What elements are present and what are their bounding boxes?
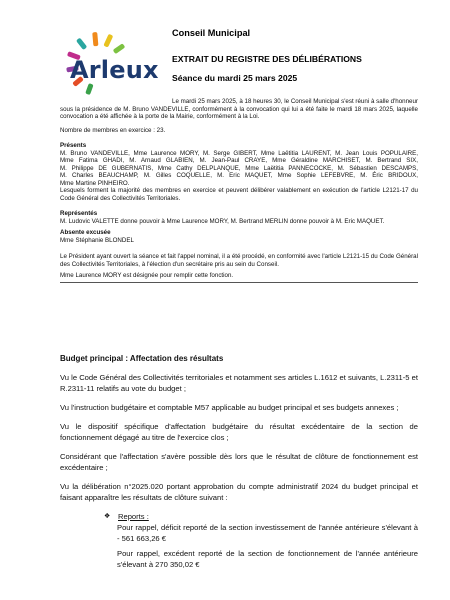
minutes-body — [60, 98, 418, 283]
intro-paragraph: Le mardi 25 mars 2025, à 18 heures 30, le Conseil Municipal s'est réuni à salle d'honneur sous la présidence de M. Bruno VANDEVILLE, conformément à la convocation qui lui a été faite le mardi 18 mars 2025, laquelle convocation a été affichée à la porte de la Mairie, conformément à la Loi. — [60, 98, 418, 120]
attendee: M. Jean-Paul CRAYE, — [199, 157, 268, 164]
attendee: M. Sébastien DESCAMPS, — [337, 164, 418, 172]
logo-wordmark: Arleux — [70, 56, 159, 84]
budget-paragraph: Vu le Code Général des Collectivités territoriales et notamment ses articles L.1612 et suivants, L.2311-5 et R.2311-11 relatifs au vote du budget ; — [60, 373, 418, 393]
attendee: Mme Laëtitia LAURENT, — [260, 149, 332, 157]
attendee: M. Arnaud GLABIEN, — [129, 157, 195, 164]
budget-section — [60, 353, 418, 574]
budget-paragraph: Vu l'instruction budgétaire et comptable M57 applicable au budget principal et ses budgets annexes ; — [60, 403, 399, 412]
budget-heading: Budget principal : Affectation des résultats — [60, 354, 224, 363]
reports-label: Reports : — [118, 512, 149, 521]
represented-text: M. Ludovic VALETTE donne pouvoir à Mme Laurence MORY, M. Bertrand MERLIN donne pouvoir à M. Eric MAQUET. — [60, 217, 385, 225]
attendee: Mme Géraldine MARCHISET, — [272, 157, 361, 164]
attendee: M. Bruno VANDEVILLE, — [60, 149, 130, 157]
attendee: M. Eric MAQUET, — [217, 172, 273, 179]
attendee: M. Jean Louis POPULAIRE, — [335, 149, 418, 157]
quorum-statement: Lesquels forment la majorité des membres en exercice et peuvent délibérer valablement en exécution de l'article L2121-17 du Code Général des Collectivités Territoriales. — [60, 187, 418, 202]
session-date: Séance du mardi 25 mars 2025 — [172, 73, 298, 83]
budget-paragraph: Vu le dispositif spécifique d'affectation budgétaire du résultat excédentaire de la section de fonctionnement dégagé au titre de l'exercice clos ; — [60, 422, 418, 442]
attendee: Mme Fatima GHADI, — [60, 157, 125, 164]
attendee: M. Bertrand SIX, — [365, 157, 418, 164]
report-item: Pour rappel, excédent reporté de la section de fonctionnement de l'année antérieure s'élevant à 270 350,02 € — [117, 549, 418, 569]
attendee: M. Serge GIBERT, — [202, 149, 258, 157]
attendee: M. Gilles COQUELLE, — [143, 172, 212, 179]
secretary-line: Mme Laurence MORY est désignée pour remplir cette fonction. — [60, 272, 234, 279]
attendee: Mme Cathy DELPLANQUE, — [157, 164, 241, 172]
attendee: Mme Martine PINHEIRO. — [60, 179, 130, 187]
members-count: Nombre de membres en exercice : 23. — [60, 126, 166, 134]
absent-heading: Absente excusée — [60, 229, 111, 236]
report-item: Pour rappel, déficit reporté de la section investissement de l'année antérieure s'élevant à - 561 663,26 € — [117, 523, 418, 543]
council-title: Conseil Municipal — [172, 28, 251, 38]
reports-bullet — [104, 511, 418, 522]
section-divider — [60, 282, 418, 283]
attendee: M. Éric BRIDOUX, — [360, 172, 418, 179]
present-heading: Présents — [60, 142, 87, 149]
reports-list — [117, 522, 418, 570]
extract-title: EXTRAIT DU REGISTRE DES DÉLIBÉRATIONS — [172, 54, 362, 64]
present-names — [60, 150, 418, 188]
budget-paragraph: Considérant que l'affectation s'avère possible dès lors que le résultat de clôture de fonctionnement est excédentaire ; — [60, 452, 418, 472]
attendee: M. Philippe DE GUBERNATIS, — [60, 164, 154, 172]
represented-heading: Représentés — [60, 210, 98, 217]
diamond-bullet-icon: ❖ — [104, 513, 111, 520]
absent-text: Mme Stéphanie BLONDEL — [60, 236, 134, 244]
attendee: Mme Laëtitia PANNECOCKE, — [245, 164, 333, 172]
attendee: Mme Laurence MORY, — [133, 149, 200, 157]
budget-paragraph: Vu la délibération n°2025.020 portant approbation du compte administratif 2024 du budget principal et faisant apparaître les résultats de clôture suivant : — [60, 482, 418, 502]
attendee: Mme Sophie LEFEBVRE, — [277, 172, 356, 179]
appeal-paragraph: Le Président ayant ouvert la séance et fait l'appel nominal, il a été procédé, en conformité avec l'article L2121-15 du Code Général des Collectivités Territoriales, à l'élection d'un secrétaire pris au sein du Conseil. — [60, 253, 418, 268]
attendee: M. Charles BEAUCHAMP, — [60, 172, 139, 179]
